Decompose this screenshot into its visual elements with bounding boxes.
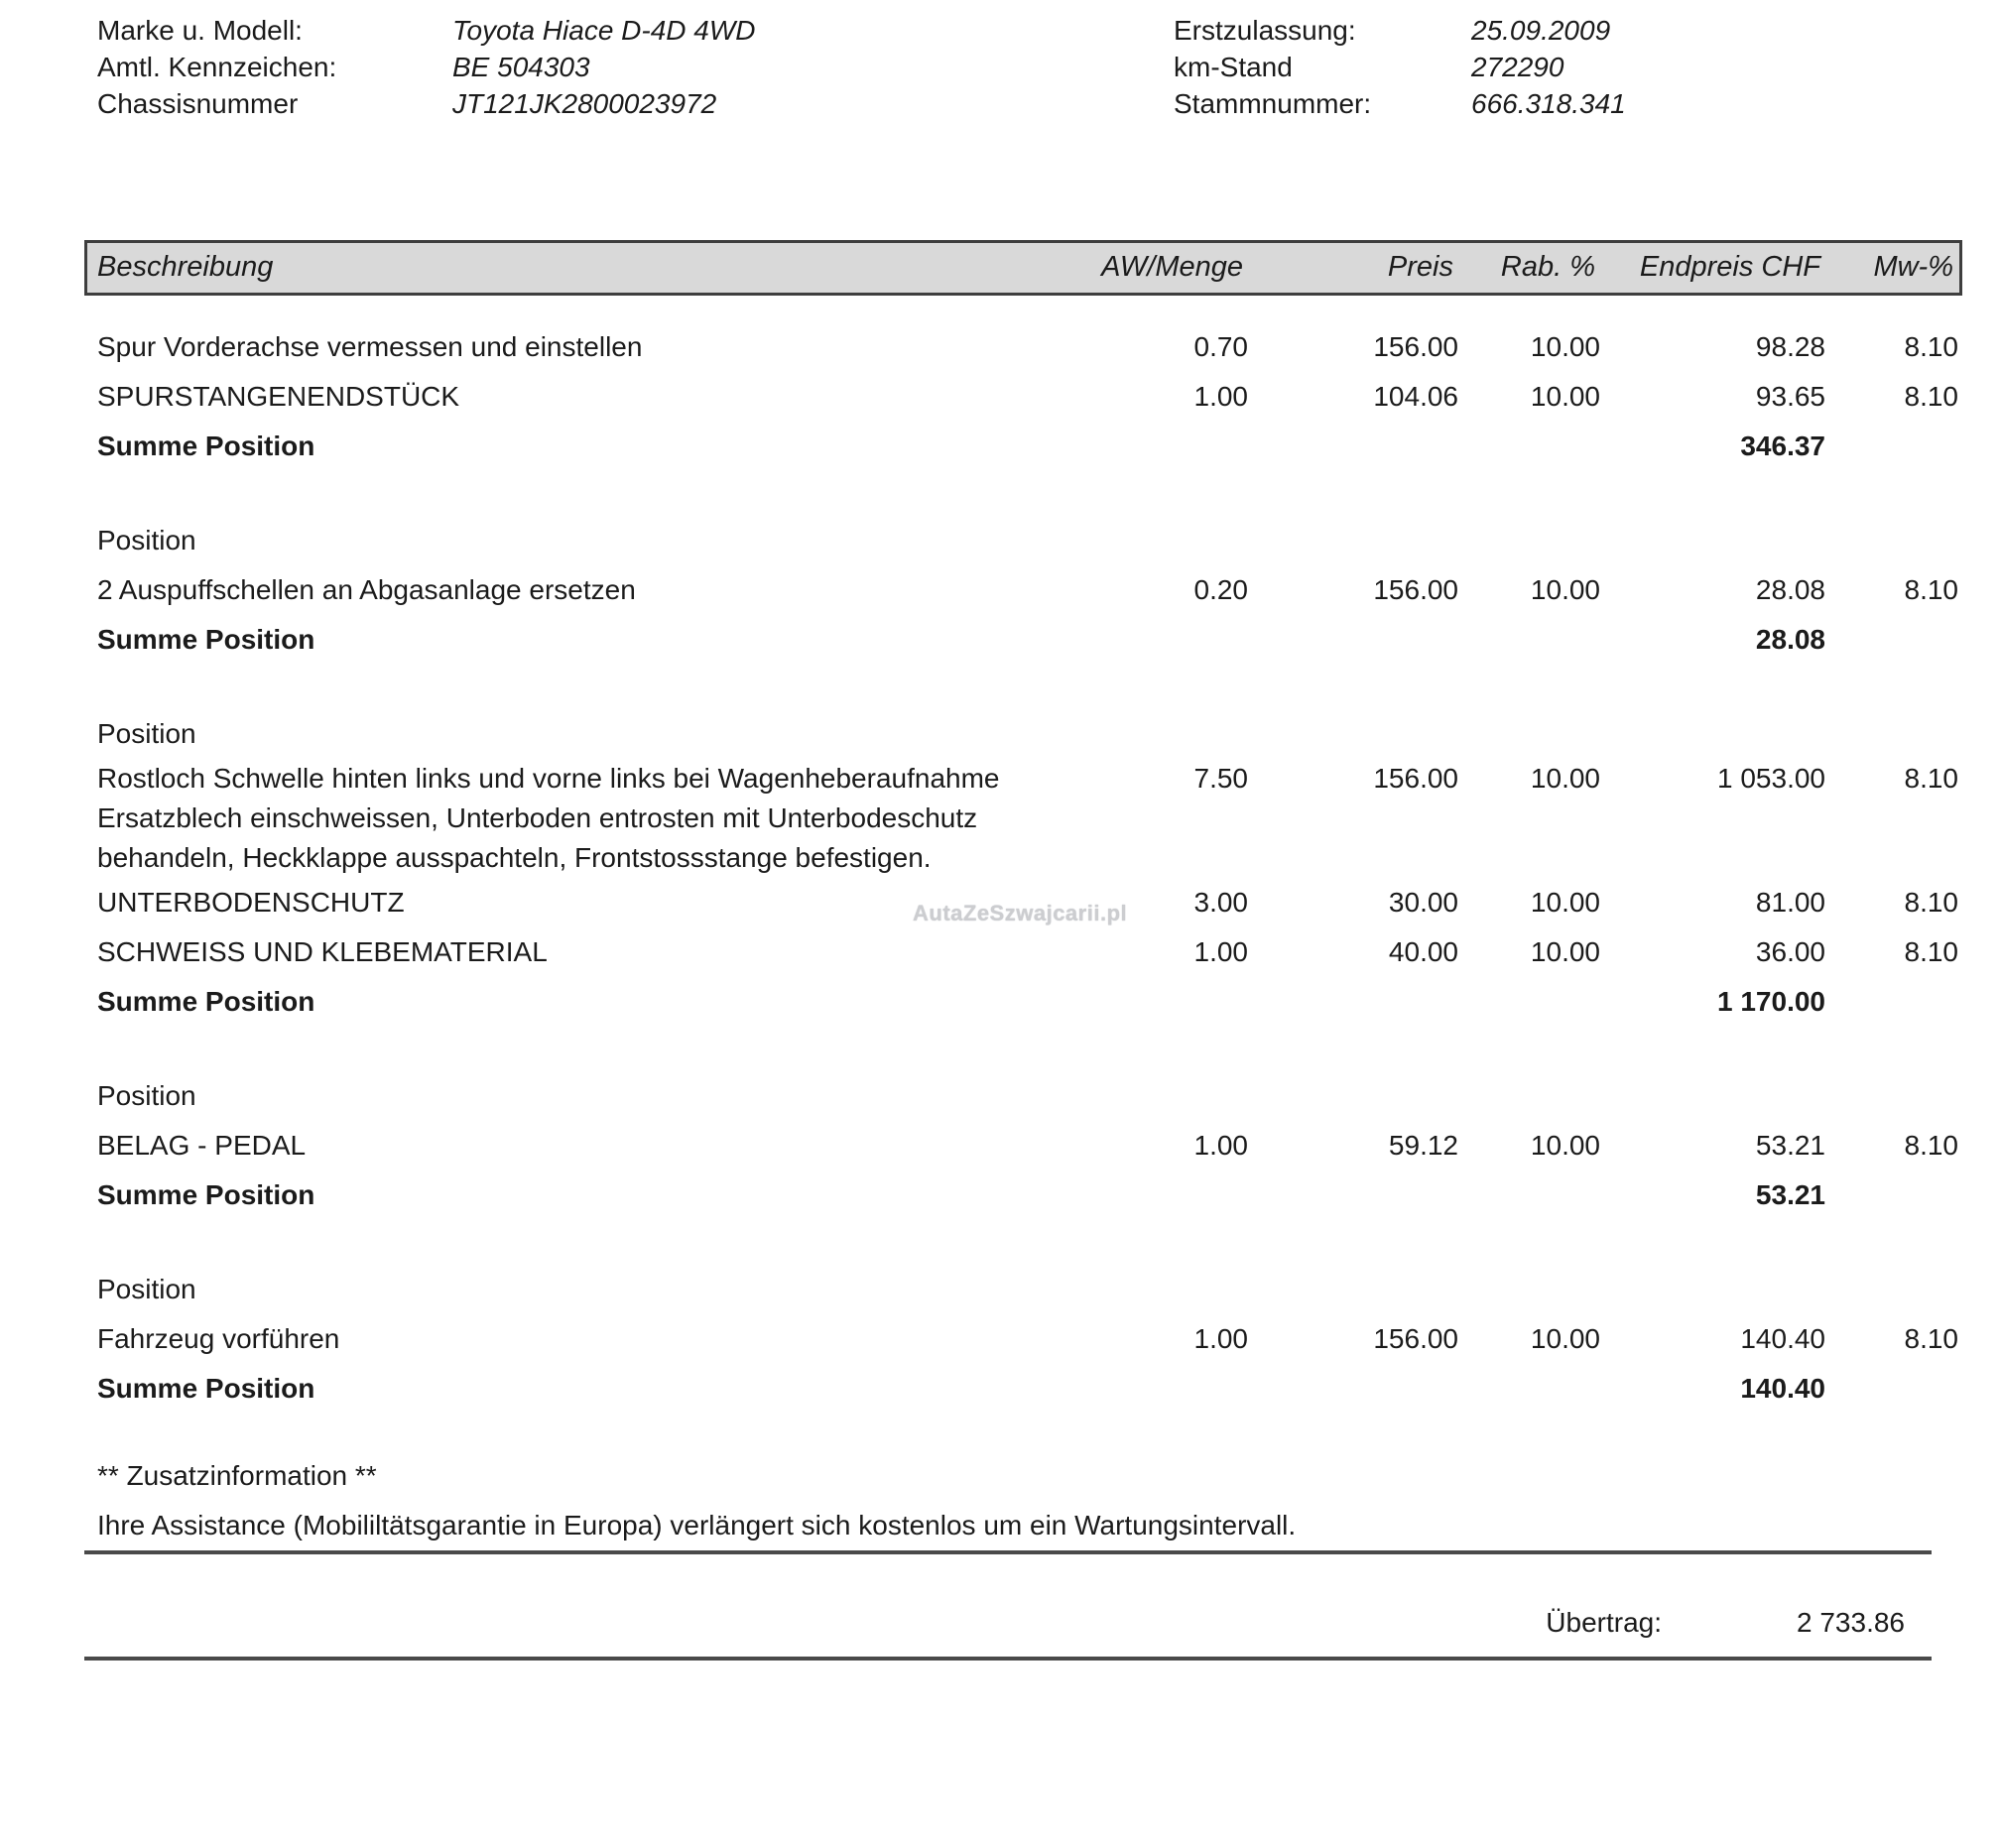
- cell-endpreis: 93.65: [1755, 381, 1825, 412]
- row-description: Rostloch Schwelle hinten links und vorne links bei Wagenheberaufnahme: [97, 763, 1000, 794]
- info-label: Stammnummer:: [1174, 88, 1372, 119]
- info-row-marke: [97, 12, 756, 49]
- cell-mw: 8.10: [1904, 887, 1958, 918]
- table-row: [84, 759, 1962, 878]
- cell-description: [97, 1121, 1079, 1170]
- cell-mw: [1825, 615, 1958, 665]
- cell-mw: 8.10: [1904, 574, 1958, 605]
- cell-preis: [1248, 977, 1458, 1027]
- row-description: 2 Auspuffschellen an Abgasanlage ersetzen: [97, 574, 636, 605]
- cell-aw-menge: 1.00: [1193, 381, 1248, 412]
- cell-rab: [1458, 977, 1600, 1027]
- summe-label: Summe Position: [97, 986, 315, 1017]
- info-value: 666.318.341: [1471, 88, 1626, 119]
- cell-preis: [1248, 615, 1458, 665]
- cell-aw-menge: 0.70: [1193, 331, 1248, 362]
- position-label: Position: [97, 1274, 196, 1304]
- cell-description: [97, 927, 1079, 977]
- position-label: Position: [97, 1080, 196, 1111]
- cell-endpreis: 81.00: [1755, 887, 1825, 918]
- info-label: Marke u. Modell:: [97, 15, 303, 46]
- cell-rab: 10.00: [1530, 1130, 1600, 1161]
- position-label: Position: [97, 525, 196, 555]
- summe-value: 346.37: [1740, 431, 1825, 461]
- cell-description: [97, 372, 1079, 422]
- cell-endpreis: 36.00: [1755, 936, 1825, 967]
- cell-aw-menge: 0.20: [1193, 574, 1248, 605]
- cell-endpreis: 140.40: [1740, 1323, 1825, 1354]
- position-section: [84, 516, 1962, 665]
- row-description: Fahrzeug vorführen: [97, 1323, 340, 1354]
- zusatzinfo-text: Ihre Assistance (Mobililtätsgarantie in Europa) verlängert sich kostenlos um ein Wartungsintervall.: [97, 1510, 1297, 1540]
- summe-value: 28.08: [1755, 624, 1825, 655]
- row-description: BELAG - PEDAL: [97, 1130, 307, 1161]
- cell-rab: 10.00: [1530, 381, 1600, 412]
- summe-position-row: [84, 1170, 1962, 1220]
- row-description: Spur Vorderachse vermessen und einstellen: [97, 331, 643, 362]
- info-label: Amtl. Kennzeichen:: [97, 52, 337, 82]
- column-header-aw-menge: AW/Menge: [1101, 251, 1243, 283]
- cell-aw-menge: [1079, 977, 1248, 1027]
- divider-line: [84, 1550, 1932, 1554]
- info-row-kennzeichen: [97, 49, 756, 85]
- cell-rab: [1458, 422, 1600, 471]
- uebertrag-row: [84, 1599, 1962, 1647]
- column-header-rab: Rab. %: [1500, 251, 1595, 283]
- cell-mw: [1825, 1364, 1958, 1414]
- summe-position-row: [84, 615, 1962, 665]
- cell-rab: 10.00: [1530, 887, 1600, 918]
- cell-preis: 104.06: [1373, 381, 1458, 412]
- table-row: [84, 1121, 1962, 1170]
- cell-rab: 10.00: [1530, 1323, 1600, 1354]
- cell-endpreis: 1 053.00: [1717, 763, 1825, 794]
- info-label: km-Stand: [1174, 52, 1293, 82]
- divider-line: [84, 1657, 1932, 1661]
- uebertrag-value: 2 733.86: [1797, 1607, 1905, 1638]
- cell-mw: 8.10: [1904, 936, 1958, 967]
- zusatzinfo-title: ** Zusatzinformation **: [97, 1460, 377, 1491]
- cell-mw: 8.10: [1904, 763, 1958, 794]
- summe-position-row: [84, 1364, 1962, 1414]
- row-description: UNTERBODENSCHUTZ: [97, 887, 405, 918]
- watermark: AutaZeSzwajcarii.pl: [913, 901, 1128, 925]
- cell-rab: [1458, 1170, 1600, 1220]
- column-header-endpreis-chf: Endpreis CHF: [1639, 251, 1820, 283]
- cell-endpreis: 28.08: [1755, 574, 1825, 605]
- position-section: [84, 709, 1962, 1027]
- cell-aw-menge: 1.00: [1193, 936, 1248, 967]
- cell-description: [97, 1314, 1079, 1364]
- summe-value: 1 170.00: [1717, 986, 1825, 1017]
- row-description: Ersatzblech einschweissen, Unterboden entrosten mit Unterbodeschutz: [97, 802, 978, 833]
- cell-description: [97, 322, 1079, 372]
- cell-preis: [1248, 1364, 1458, 1414]
- info-value: JT121JK2800023972: [452, 88, 717, 119]
- cell-preis: [1248, 1170, 1458, 1220]
- row-description: behandeln, Heckklappe ausspachteln, Frontstossstange befestigen.: [97, 842, 932, 873]
- info-row-km-stand: [1174, 49, 1626, 85]
- cell-description: [97, 565, 1079, 615]
- column-header-mw: Mw-%: [1873, 251, 1953, 283]
- vehicle-info-right: [1174, 12, 1626, 122]
- cell-preis: 156.00: [1373, 1323, 1458, 1354]
- cell-aw-menge: [1079, 1170, 1248, 1220]
- info-value: Toyota Hiace D-4D 4WD: [452, 15, 756, 46]
- summe-position-row: [84, 422, 1962, 471]
- cell-mw: 8.10: [1904, 1130, 1958, 1161]
- cell-aw-menge: 7.50: [1193, 763, 1248, 794]
- info-row-chassisnummer: [97, 85, 756, 122]
- row-description: SCHWEISS UND KLEBEMATERIAL: [97, 936, 548, 967]
- table-row: [84, 1314, 1962, 1364]
- info-value: 272290: [1471, 52, 1564, 82]
- info-label: Erstzulassung:: [1174, 15, 1356, 46]
- line-items-table: [84, 240, 1962, 1661]
- vehicle-info-left: [97, 12, 756, 122]
- cell-mw: 8.10: [1904, 1323, 1958, 1354]
- table-row: [84, 878, 1962, 927]
- cell-mw: [1825, 977, 1958, 1027]
- summe-label: Summe Position: [97, 624, 315, 655]
- column-header-beschreibung: Beschreibung: [97, 251, 274, 283]
- cell-preis: 156.00: [1373, 574, 1458, 605]
- cell-mw: 8.10: [1904, 331, 1958, 362]
- cell-rab: [1458, 1364, 1600, 1414]
- uebertrag-label: Übertrag:: [1546, 1607, 1662, 1638]
- info-value: 25.09.2009: [1471, 15, 1611, 46]
- info-label: Chassisnummer: [97, 88, 299, 119]
- table-row: [84, 565, 1962, 615]
- cell-preis: [1248, 422, 1458, 471]
- position-section: [84, 322, 1962, 471]
- position-section: [84, 1265, 1962, 1414]
- table-header: [84, 240, 1962, 296]
- cell-preis: 40.00: [1388, 936, 1458, 967]
- row-description: SPURSTANGENENDSTÜCK: [97, 381, 460, 412]
- summe-value: 53.21: [1755, 1179, 1825, 1210]
- info-value: BE 504303: [452, 52, 590, 82]
- cell-endpreis: 53.21: [1755, 1130, 1825, 1161]
- cell-aw-menge: 1.00: [1193, 1323, 1248, 1354]
- position-section: [84, 1071, 1962, 1220]
- cell-mw: [1825, 1170, 1958, 1220]
- info-row-erstzulassung: [1174, 12, 1626, 49]
- cell-aw-menge: [1079, 422, 1248, 471]
- summe-position-row: [84, 977, 1962, 1027]
- cell-mw: 8.10: [1904, 381, 1958, 412]
- cell-preis: 30.00: [1388, 887, 1458, 918]
- summe-value: 140.40: [1740, 1373, 1825, 1404]
- cell-preis: 156.00: [1373, 331, 1458, 362]
- cell-rab: 10.00: [1530, 936, 1600, 967]
- cell-mw: [1825, 422, 1958, 471]
- cell-description: [97, 878, 1079, 927]
- cell-aw-menge: 3.00: [1193, 887, 1248, 918]
- cell-endpreis: 98.28: [1755, 331, 1825, 362]
- cell-description: [97, 759, 1079, 878]
- cell-aw-menge: [1079, 615, 1248, 665]
- cell-rab: 10.00: [1530, 331, 1600, 362]
- table-row: [84, 927, 1962, 977]
- table-row: [84, 372, 1962, 422]
- summe-label: Summe Position: [97, 431, 315, 461]
- summe-label: Summe Position: [97, 1373, 315, 1404]
- column-header-preis: Preis: [1387, 251, 1453, 283]
- summe-label: Summe Position: [97, 1179, 315, 1210]
- cell-aw-menge: 1.00: [1193, 1130, 1248, 1161]
- cell-preis: 156.00: [1373, 763, 1458, 794]
- cell-rab: 10.00: [1530, 763, 1600, 794]
- cell-preis: 59.12: [1388, 1130, 1458, 1161]
- cell-rab: 10.00: [1530, 574, 1600, 605]
- cell-aw-menge: [1079, 1364, 1248, 1414]
- position-label: Position: [97, 718, 196, 749]
- info-row-stammnummer: [1174, 85, 1626, 122]
- table-row: [84, 322, 1962, 372]
- cell-rab: [1458, 615, 1600, 665]
